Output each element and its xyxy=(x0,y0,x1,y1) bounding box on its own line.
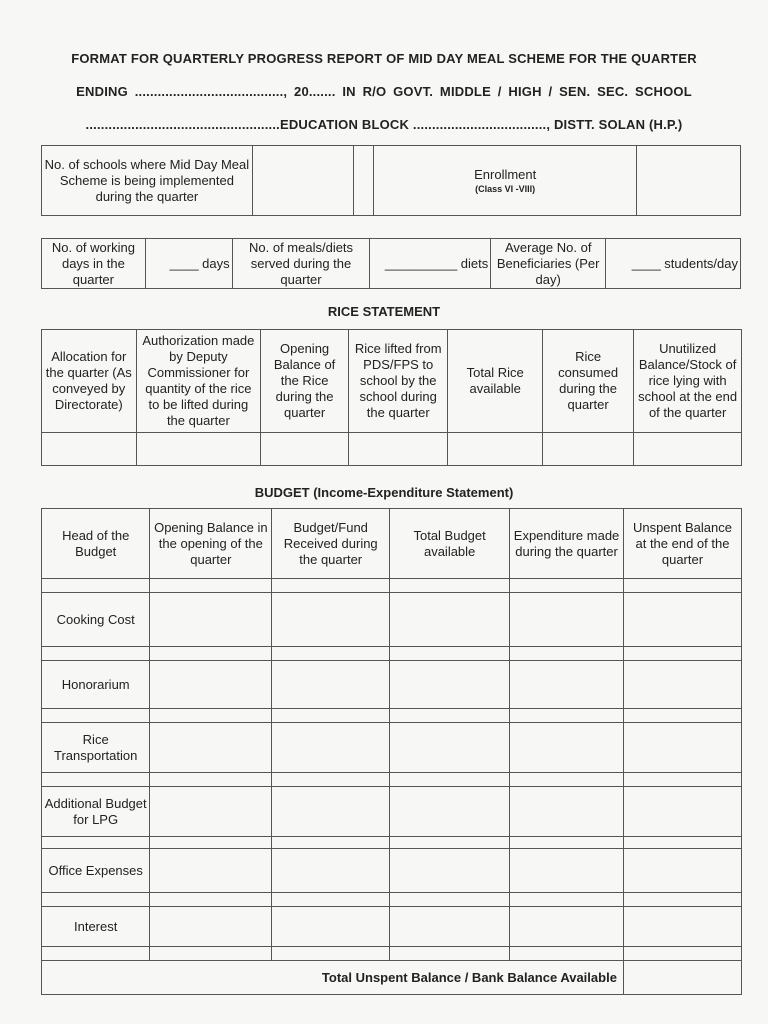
report-title-line2: ENDING ......................................., 20....... IN R/O GOVT. MIDDLE / HIGH / SEN. SEC. SCHOOL xyxy=(76,84,692,99)
budget-cell[interactable] xyxy=(623,661,741,709)
budget-total-row xyxy=(42,961,742,995)
budget-cell[interactable] xyxy=(510,723,624,773)
rice-cell[interactable] xyxy=(348,433,447,466)
budget-header-head: Head of the Budget xyxy=(42,509,150,579)
budget-cell[interactable] xyxy=(510,661,624,709)
budget-row-cooking-cost xyxy=(42,593,742,647)
working-days-value[interactable]: ____ days xyxy=(145,239,232,289)
rice-data-row xyxy=(42,433,742,466)
rice-header-opening: Opening Balance of the Rice during the quarter xyxy=(261,330,349,433)
budget-cell[interactable] xyxy=(623,849,741,893)
budget-cell[interactable] xyxy=(623,787,741,837)
rice-header-unutilized: Unutilized Balance/Stock of rice lying with school at the end of the quarter xyxy=(634,330,742,433)
budget-row-honorarium xyxy=(42,661,742,709)
budget-cell[interactable] xyxy=(390,849,510,893)
enrollment-title: Enrollment xyxy=(474,166,537,182)
total-unspent-cell[interactable] xyxy=(623,961,741,995)
budget-header-total: Total Budget available xyxy=(390,509,510,579)
budget-cell[interactable] xyxy=(272,661,390,709)
budget-row-lpg xyxy=(42,787,742,837)
budget-row-label: Honorarium xyxy=(42,661,150,709)
report-title-line3: ...................................................EDUCATION BLOCK ..................................., DISTT. SOLAN (H.P.) xyxy=(85,117,683,132)
budget-title: BUDGET (Income-Expenditure Statement) xyxy=(254,485,514,500)
budget-row-label: Office Expenses xyxy=(42,849,150,893)
meals-served-value[interactable]: __________ diets xyxy=(370,239,491,289)
budget-row-rice-transportation xyxy=(42,723,742,773)
budget-cell[interactable] xyxy=(150,661,272,709)
rice-cell[interactable] xyxy=(42,433,137,466)
working-days-label: No. of working days in the quarter xyxy=(42,239,146,289)
rice-header-allocation: Allocation for the quarter (As conveyed by Directorate) xyxy=(42,330,137,433)
meals-served-label: No. of meals/diets served during the quarter xyxy=(232,239,370,289)
budget-cell[interactable] xyxy=(150,849,272,893)
budget-row-label: Interest xyxy=(42,907,150,947)
budget-header-unspent: Unspent Balance at the end of the quarter xyxy=(623,509,741,579)
budget-cell[interactable] xyxy=(150,593,272,647)
budget-cell[interactable] xyxy=(623,907,741,947)
rice-cell[interactable] xyxy=(261,433,349,466)
rice-header-total: Total Rice available xyxy=(448,330,543,433)
budget-cell[interactable] xyxy=(272,593,390,647)
enrollment-subtitle: (Class VI -VIII) xyxy=(475,183,536,194)
budget-cell[interactable] xyxy=(510,907,624,947)
rice-statement-title: RICE STATEMENT xyxy=(327,304,441,319)
rice-header-lifted: Rice lifted from PDS/FPS to school by the school during the quarter xyxy=(348,330,447,433)
working-days-table xyxy=(41,238,741,289)
budget-cell[interactable] xyxy=(390,907,510,947)
budget-cell[interactable] xyxy=(623,723,741,773)
budget-row-label: Additional Budget for LPG xyxy=(42,787,150,837)
budget-cell[interactable] xyxy=(272,849,390,893)
budget-cell[interactable] xyxy=(390,593,510,647)
beneficiaries-label: Average No. of Beneficiaries (Per day) xyxy=(491,239,606,289)
budget-cell[interactable] xyxy=(390,787,510,837)
budget-cell[interactable] xyxy=(510,593,624,647)
enrollment-label xyxy=(374,146,637,216)
budget-row-label: Rice Transportation xyxy=(42,723,150,773)
budget-cell[interactable] xyxy=(272,787,390,837)
budget-row-interest xyxy=(42,907,742,947)
spacer-cell xyxy=(353,146,374,216)
budget-cell[interactable] xyxy=(150,723,272,773)
budget-cell[interactable] xyxy=(390,661,510,709)
schools-count-cell[interactable] xyxy=(252,146,353,216)
budget-cell[interactable] xyxy=(150,787,272,837)
enrollment-cell[interactable] xyxy=(637,146,741,216)
rice-statement-table xyxy=(41,329,742,466)
budget-header-received: Budget/Fund Received during the quarter xyxy=(272,509,390,579)
budget-cell[interactable] xyxy=(510,849,624,893)
schools-count-label: No. of schools where Mid Day Meal Scheme is being implemented during the quarter xyxy=(42,146,253,216)
rice-header-authorization: Authorization made by Deputy Commissioner for quantity of the rice to be lifted during the quarter xyxy=(136,330,261,433)
budget-row-office-expenses xyxy=(42,849,742,893)
budget-header-expenditure: Expenditure made during the quarter xyxy=(510,509,624,579)
rice-cell[interactable] xyxy=(136,433,261,466)
budget-header-opening: Opening Balance in the opening of the quarter xyxy=(150,509,272,579)
budget-cell[interactable] xyxy=(150,907,272,947)
budget-cell[interactable] xyxy=(623,593,741,647)
budget-table xyxy=(41,508,742,995)
rice-header-consumed: Rice consumed during the quarter xyxy=(542,330,633,433)
budget-cell[interactable] xyxy=(510,787,624,837)
budget-cell[interactable] xyxy=(390,723,510,773)
school-info-table xyxy=(41,145,741,216)
rice-cell[interactable] xyxy=(542,433,633,466)
rice-cell[interactable] xyxy=(634,433,742,466)
budget-row-label: Cooking Cost xyxy=(42,593,150,647)
beneficiaries-value[interactable]: ____ students/day xyxy=(606,239,741,289)
report-title-line1: FORMAT FOR QUARTERLY PROGRESS REPORT OF MID DAY MEAL SCHEME FOR THE QUARTER xyxy=(71,51,697,66)
total-unspent-label: Total Unspent Balance / Bank Balance Available xyxy=(42,961,624,995)
rice-cell[interactable] xyxy=(448,433,543,466)
budget-cell[interactable] xyxy=(272,723,390,773)
budget-cell[interactable] xyxy=(272,907,390,947)
